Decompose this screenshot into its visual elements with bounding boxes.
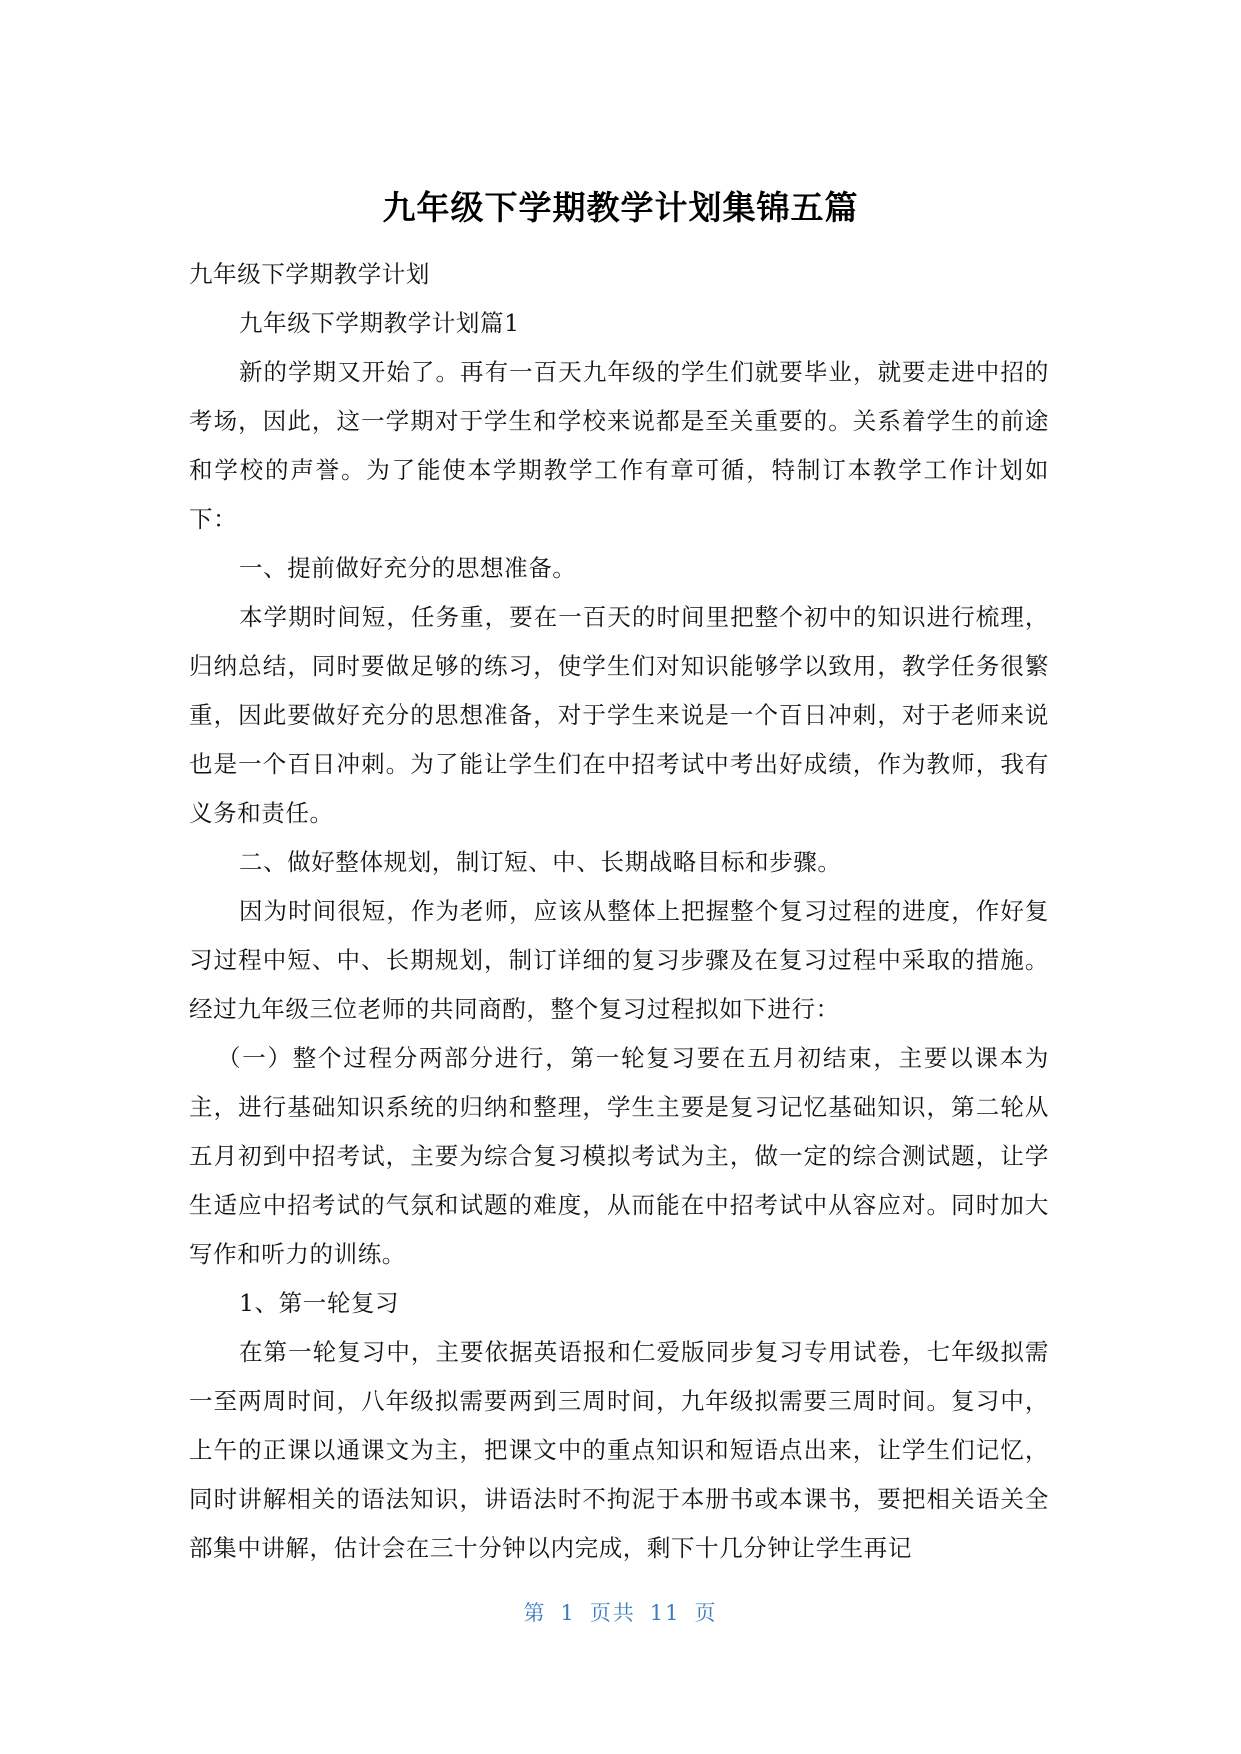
paragraph: 在第一轮复习中，主要依据英语报和仁爱版同步复习专用试卷，七年级拟需一至两周时间，八年级拟需要两到三周时间，九年级拟需要三周时间。复习中，上午的正课以通课文为主，把课文中的重点知识和短语点出来，让学生们记忆，同时讲解相关的语法知识，讲语法时不拘泥于本册书或本课书，要把相关语关全部集中讲解，估计会在三十分钟以内完成，剩下十几分钟让学生再记 (189, 1338, 1049, 1562)
page-label-suffix: 页 (694, 1601, 718, 1625)
document-body (189, 250, 1049, 1573)
page-label-mid: 页共 (589, 1601, 636, 1625)
paragraph: （一）整个过程分两部分进行，第一轮复习要在五月初结束，主要以课本为主，进行基础知识系统的归纳和整理，学生主要是复习记忆基础知识，第二轮从五月初到中招考试，主要为综合复习模拟考试为主，做一定的综合测试题，让学生适应中招考试的气氛和试题的难度，从而能在中招考试中从容应对。同时加大写作和听力的训练。 (189, 1044, 1049, 1268)
article-heading: 九年级下学期教学计划篇1 (239, 309, 520, 337)
page-label-prefix: 第 (523, 1601, 547, 1625)
paragraph: 新的学期又开始了。再有一百天九年级的学生们就要毕业，就要走进中招的考场，因此，这一学期对于学生和学校来说都是至关重要的。关系着学生的前途和学校的声誉。为了能使本学期教学工作有章可循，特制订本教学工作计划如下： (189, 358, 1049, 533)
section-heading: 九年级下学期教学计划 (189, 260, 430, 288)
page-number-footer (0, 1598, 1241, 1628)
paragraph: 一、提前做好充分的思想准备。 (239, 554, 577, 582)
total-pages-number: 11 (649, 1601, 681, 1625)
paragraph: 因为时间很短，作为老师，应该从整体上把握整个复习过程的进度，作好复习过程中短、中、长期规划，制订详细的复习步骤及在复习过程中采取的措施。经过九年级三位老师的共同商酌，整个复习过程拟如下进行： (189, 897, 1049, 1023)
paragraph: 二、做好整体规划，制订短、中、长期战略目标和步骤。 (239, 848, 842, 876)
current-page-number: 1 (560, 1601, 576, 1625)
document-title: 九年级下学期教学计划集锦五篇 (382, 188, 859, 227)
paragraph: 1、第一轮复习 (239, 1289, 400, 1317)
paragraph: 本学期时间短，任务重，要在一百天的时间里把整个初中的知识进行梳理，归纳总结，同时要做足够的练习，使学生们对知识能够学以致用，教学任务很繁重，因此要做好充分的思想准备，对于学生来说是一个百日冲刺，对于老师来说也是一个百日冲刺。为了能让学生们在中招考试中考出好成绩，作为教师，我有义务和责任。 (189, 603, 1049, 827)
